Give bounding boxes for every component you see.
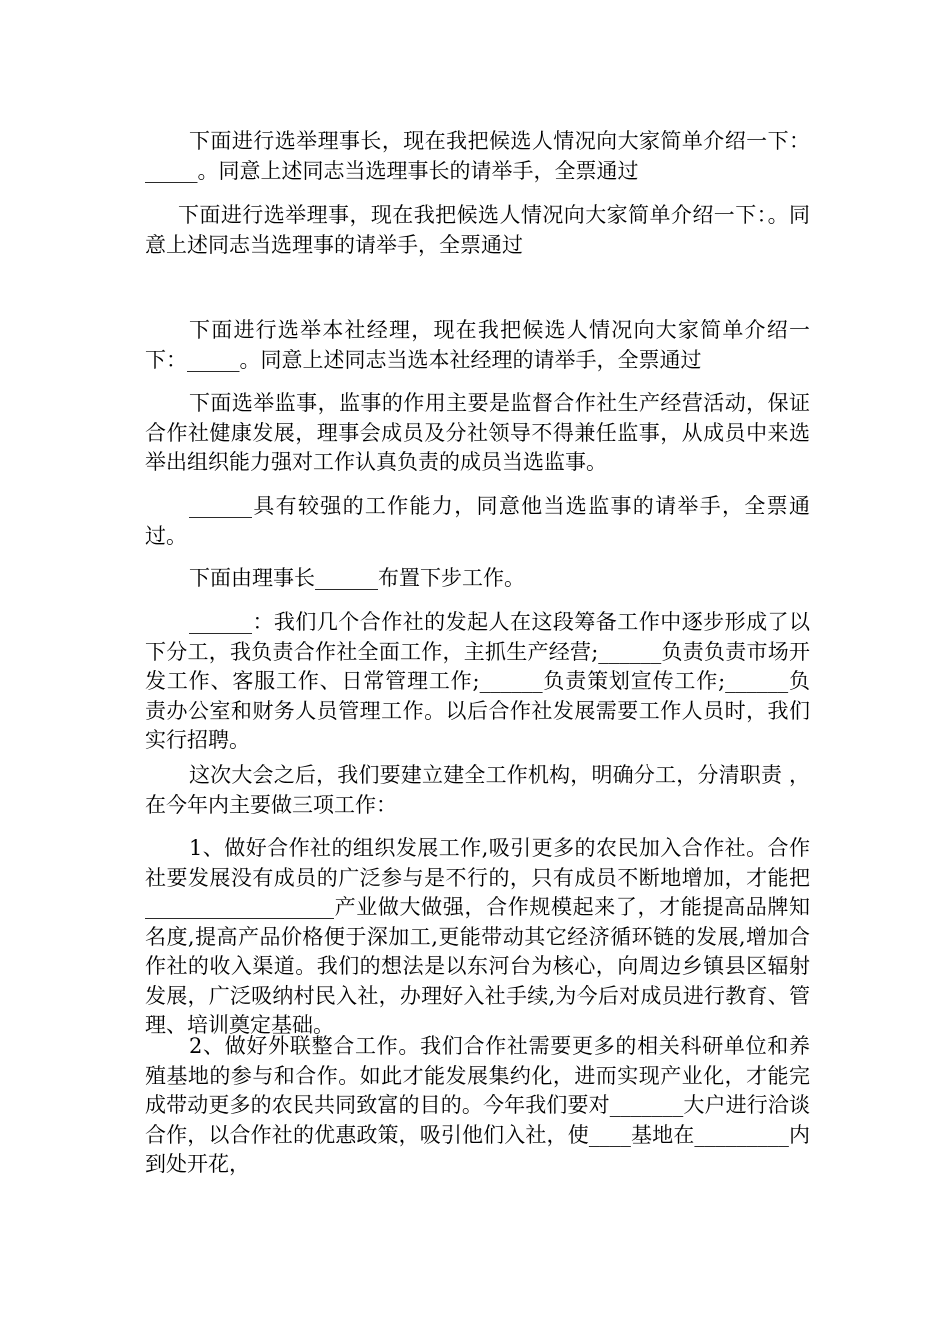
paragraph-supervisor-vote: ______具有较强的工作能力，同意他当选监事的请举手，全票通过。: [145, 494, 810, 548]
paragraph-task-2: 2、做好外联整合工作。我们合作社需要更多的相关科研单位和养殖基地的参与和合作。如此才能发展集约化，进而实现产业化，才能完成带动更多的农民共同致富的目的。今年我们要对_______大户进行洽谈合作，以合作社的优惠政策，吸引他们入社，使____基地在_________内到处开花，: [145, 1034, 810, 1176]
paragraph-next-work: 下面由理事长______布置下步工作。: [189, 566, 525, 590]
paragraph-three-tasks: 这次大会之后，我们要建立建全工作机构，明确分工，分清职责 ，在今年内主要做三项工作：: [145, 763, 810, 817]
paragraph-manager-election: 下面进行选举本社经理，现在我把候选人情况向大家简单介绍一下：_____。同意上述同志当选本社经理的请举手，全票通过: [145, 318, 810, 372]
paragraph-division-of-labor: ______：我们几个合作社的发起人在这段筹备工作中逐步形成了以下分工，我负责合作社全面工作，主抓生产经营;______负责负责市场开发工作、客服工作、日常管理工作;______负责策划宣传工作;______负责办公室和财务人员管理工作。以后合作社发展需要工作人员时，我们实行招聘。: [145, 610, 810, 752]
paragraph-chairman-election: 下面进行选举理事长，现在我把候选人情况向大家简单介绍一下：_____。同意上述同志当选理事长的请举手，全票通过: [145, 129, 810, 183]
paragraph-supervisor-intro: 下面选举监事，监事的作用主要是监督合作社生产经营活动，保证合作社健康发展，理事会成员及分社领导不得兼任监事，从成员中来选举出组织能力强对工作认真负责的成员当选监事。: [145, 391, 810, 474]
paragraph-director-election: 下面进行选举理事，现在我把候选人情况向大家简单介绍一下：。同意上述同志当选理事的请举手，全票通过: [145, 203, 810, 257]
paragraph-task-1: 1、做好合作社的组织发展工作,吸引更多的农民加入合作社。合作社要发展没有成员的广泛参与是不行的，只有成员不断地增加，才能把__________________产业做大做强，合作规模起来了，才能提高品牌知名度,提高产品价格便于深加工,更能带动其它经济循环链的发展,增加合作社的收入渠道。我们的想法是以东河台为核心，向周边乡镇县区辐射发展，广泛吸纳村民入社，办理好入社手续,为今后对成员进行教育、管理、培训奠定基础。: [145, 836, 810, 1037]
